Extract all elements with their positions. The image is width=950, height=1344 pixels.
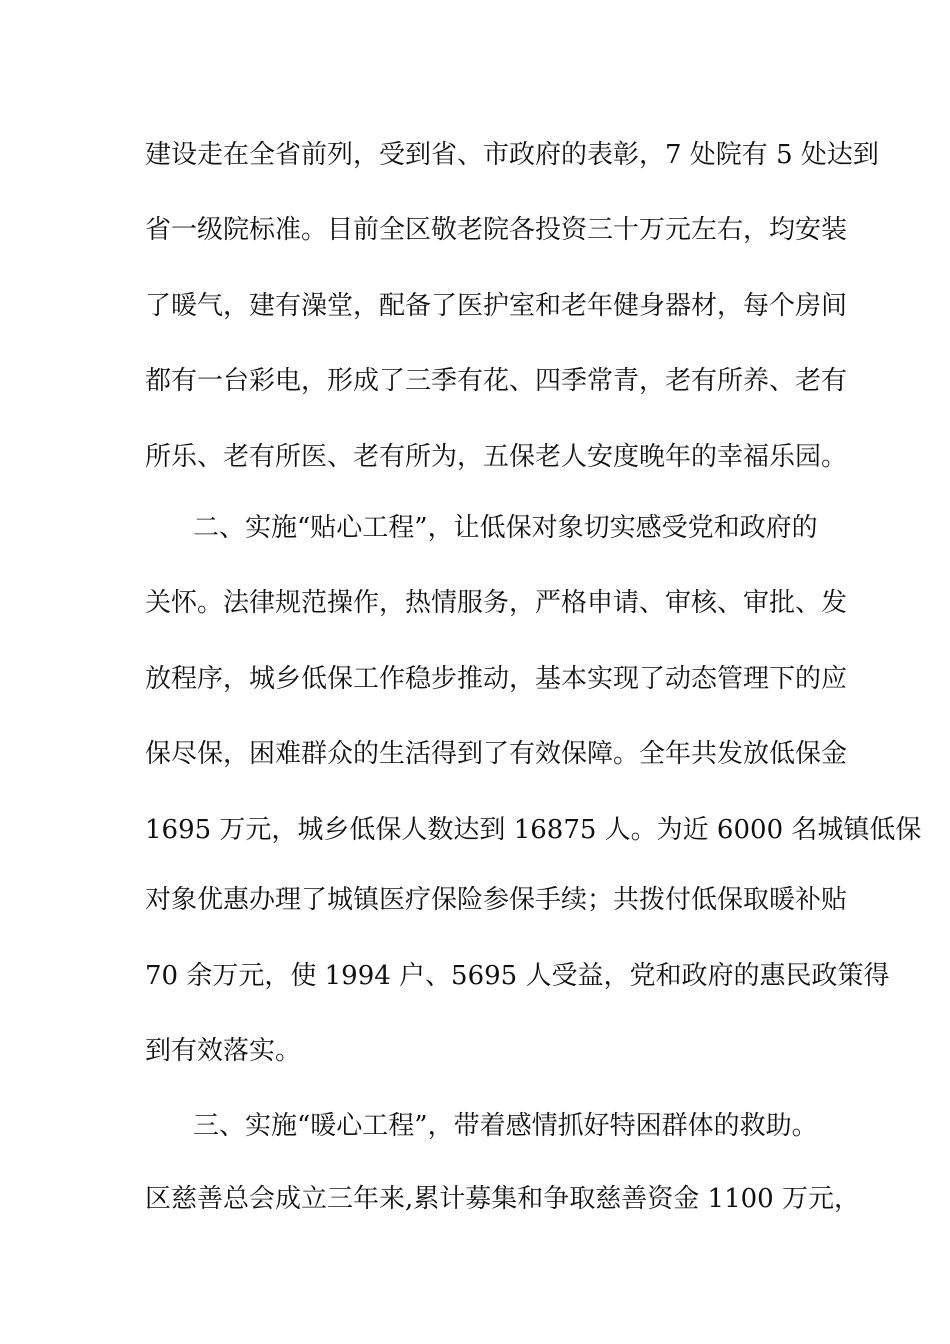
text-line-8: 放程序，城乡低保工作稳步推动，基本实现了动态管理下的应 — [145, 664, 848, 694]
text-line-12: 70 余万元，使 1994 户、5695 人受益，党和政府的惠民政策得 — [145, 961, 890, 991]
text-line-9: 保尽保，困难群众的生活得到了有效保障。全年共发放低保金 — [145, 739, 848, 769]
paragraph-2-first-line: 二、实施“贴心工程”，让低保对象切实感受党和政府的 — [193, 513, 818, 543]
paragraph-3-first-line: 三、实施“暖心工程”，带着感情抓好特困群体的救助。 — [193, 1111, 818, 1141]
text-line-4: 都有一台彩电，形成了三季有花、四季常青，老有所养、老有 — [145, 366, 848, 396]
text-line-1: 建设走在全省前列，受到省、市政府的表彰，7 处院有 5 处达到 — [145, 140, 879, 170]
text-line-5: 所乐、老有所医、老有所为，五保老人安度晚年的幸福乐园。 — [145, 442, 848, 472]
text-line-10: 1695 万元，城乡低保人数达到 16875 人。为近 6000 名城镇低保 — [145, 815, 922, 845]
text-line-11: 对象优惠办理了城镇医疗保险参保手续；共拨付低保取暖补贴 — [145, 885, 848, 915]
text-line-7: 关怀。法律规范操作，热情服务，严格申请、审核、审批、发 — [145, 588, 848, 618]
text-line-2: 省一级院标准。目前全区敬老院各投资三十万元左右，均安装 — [145, 215, 848, 245]
text-line-15: 区慈善总会成立三年来,累计募集和争取慈善资金 1100 万元， — [145, 1184, 860, 1214]
text-line-13: 到有效落实。 — [145, 1036, 302, 1066]
text-line-3: 了暖气，建有澡堂，配备了医护室和老年健身器材，每个房间 — [145, 291, 848, 321]
